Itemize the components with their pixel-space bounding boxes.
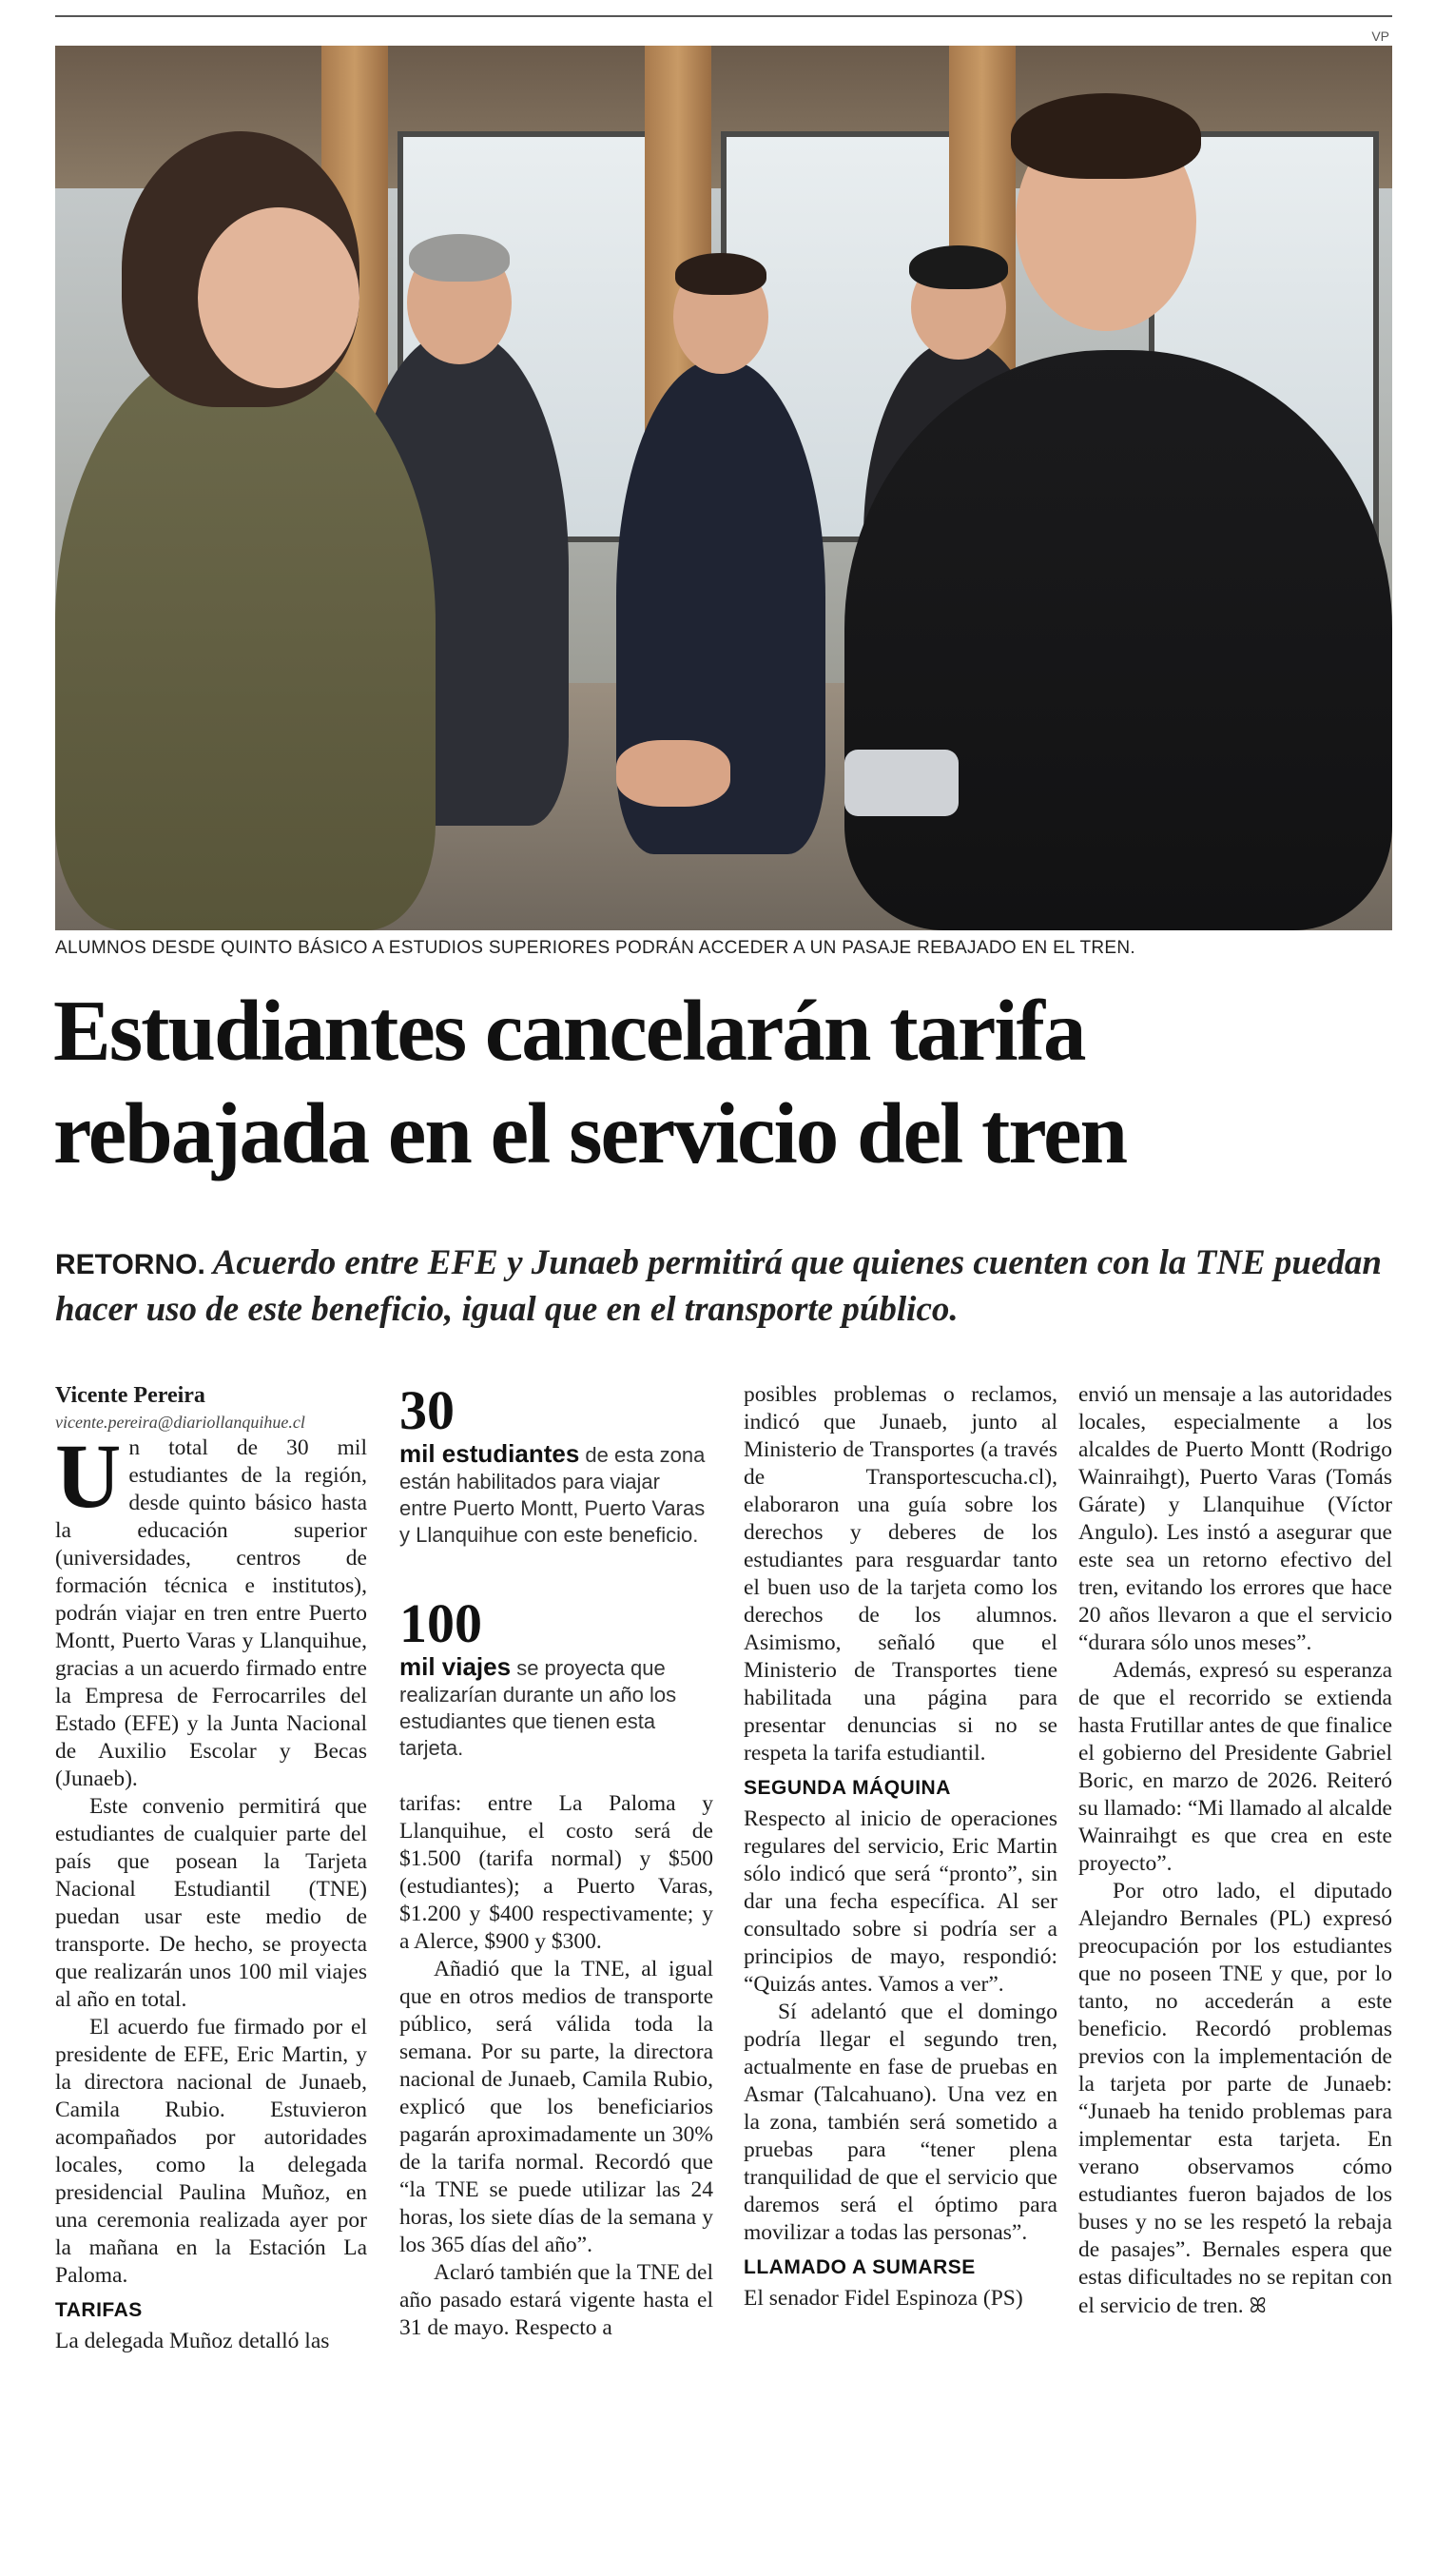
column-1 [55,1381,367,2355]
paragraph: posibles problemas o reclamos, indicó que Junaeb, junto al Ministerio de Transportes (a través de Transportescucha.cl), elaboraron una guía sobre los derechos y deberes de los estudiantes para resguardar tanto el buen uso de la tarjeta como los derechos de los alumnos. Asimismo, señaló que el Ministerio de Transportes tiene habilitada una página para presentar denuncias si no se respeta la tarifa estudiantil. [744,1382,1057,1766]
byline-email: vicente.pereira@diariollanquihue.cl [55,1413,305,1432]
paragraph: tarifas: entre La Paloma y Llanquihue, el costo será de $1.500 (tarifa normal) y $500 (estudiantes); a Puerto Varas, $1.200 y $400 respectivamente; y a Alerce, $900 y $300. [399,1791,713,1954]
paragraph [1078,1878,1392,2320]
fact-bold-1: mil estudiantes [399,1439,580,1468]
lead-text: Acuerdo entre EFE y Junaeb permitirá que quienes cuenten con la TNE puedan hacer uso de este beneficio, igual que en el transporte público. [55,1243,1382,1329]
headline: Estudiantes cancelarán tarifa rebajada en el servicio del tren [53,983,1127,1181]
lead [55,1240,1396,1332]
end-mark-icon: ꕤ [1249,2293,1267,2317]
paragraph [55,1425,367,1793]
fact-text-1 [399,1440,713,1549]
top-rule [55,15,1392,17]
fact-bold-2: mil viajes [399,1652,512,1681]
byline-name: Vicente Pereira [55,1383,205,1408]
column-4 [1078,1381,1392,2320]
paragraph: Además, expresó su esperanza de que el recorrido se extienda hasta Frutillar antes de que finalice el gobierno del Presidente Gabriel Boric, en marzo de 2026. Reiteró su llamado: “Mi llamado al alcalde Wainraihgt es que crea en este proyecto”. [1078,1658,1392,1876]
paragraph: El acuerdo fue firmado por el presidente de EFE, Eric Martin, y la directora nacional de Junaeb, Camila Rubio. Estuvieron acompañados por autoridades locales, como la delegada presidencial Paulina Muñoz, en una ceremonia realizada ayer por la mañana en la Estación La Paloma. [55,2015,367,2288]
lead-kicker: RETORNO. [55,1249,205,1280]
photo-caption: ALUMNOS DESDE QUINTO BÁSICO A ESTUDIOS SUPERIORES PODRÁN ACCEDER A UN PASAJE REBAJADO EN EL TREN. [55,938,1135,958]
fact-number-2: 100 [399,1592,482,1654]
paragraph: La delegada Muñoz detalló las [55,2329,330,2353]
paragraph: Este convenio permitirá que estudiantes de cualquier parte del país que posean la Tarjeta Nacional Estudiantil (TNE) puedan usar este medio de transporte. De hecho, se proyecta que realizarán unos 100 mil viajes al año en total. [55,1794,367,2012]
paragraph: envió un mensaje a las autoridades locales, especialmente a los alcaldes de Puerto Montt (Rodrigo Wainraihgt), Puerto Varas (Tomás Gárate) y Llanquihue (Víctor Angulo). Les instó a asegurar que este sea un retorno efectivo del tren, evitando los errores que hace 20 años llevaron a que el servicio “durara sólo unos meses”. [1078,1382,1392,1655]
column-2 [399,1381,713,2342]
dropcap: U [55,1425,122,1527]
fact-text-2 [399,1653,713,1762]
page-initials: VP [1371,29,1389,44]
paragraph: Añadió que la TNE, al igual que en otros medios de transporte público, será válida toda la semana. Por su parte, la directora nacional de Junaeb, Camila Rubio, explicó que los beneficiarios pagarán aproximadamente un 30% de la tarifa normal. Recordó que “la TNE se puede utilizar las 24 horas, los siete días de la semana y los 365 días del año”. [399,1957,713,2257]
subhead-tarifas: TARIFAS [55,2299,143,2321]
subhead-segunda-maquina: SEGUNDA MÁQUINA [744,1777,951,1799]
paragraph: El senador Fidel Espinoza (PS) [744,2286,1023,2311]
fact-desc-2: se proyecta que realizarían durante un año los estudiantes que tienen esta tarjeta. [399,1656,677,1760]
news-photo [55,46,1392,930]
subhead-llamado: LLAMADO A SUMARSE [744,2256,976,2278]
fact-desc-1: de esta zona están habilitados para viajar entre Puerto Montt, Puerto Varas y Llanquihue con este beneficio. [399,1443,706,1547]
column-3 [744,1381,1057,2313]
paragraph: Sí adelantó que el domingo podría llegar el segundo tren, actualmente en fase de pruebas en Asmar (Talcahuano). Una vez en la zona, también será sometido a pruebas para “tener plena tranquilidad de que el servicio que daremos será el óptimo para movilizar a todas las personas”. [744,2000,1057,2245]
paragraph: Aclaró también que la TNE del año pasado estará vigente hasta el 31 de mayo. Respecto a [399,2260,713,2340]
paragraph-text: Por otro lado, el diputado Alejandro Bernales (PL) expresó preocupación por los estudiantes que no poseen TNE y que, por lo tanto, no accederán a este beneficio. Recordó problemas previos con la implementación de la tarjeta por parte de Junaeb: “Junaeb ha tenido problemas para implementar esta tarjeta. En verano observamos cómo estudiantes fueron bajados de los buses y no se les respetó la rebaja de pasajes”. Bernales espera que estas dificultades no se repitan con el servicio de tren. [1078,1879,1392,2318]
paragraph-text: n total de 30 mil estudiantes de la región, desde quinto básico hasta la educación superior (universidades, centros de formación técnica e institutos), podrán viajar en tren entre Puerto Montt, Puerto Varas y Llanquihue, gracias a un acuerdo firmado entre la Empresa de Ferrocarriles del Estado (EFE) y la Junta Nacional de Auxilio Escolar y Becas (Junaeb). [55,1435,367,1791]
paragraph: Respecto al inicio de operaciones regulares del servicio, Eric Martin sólo indicó que será “pronto”, sin dar una fecha específica. Al ser consultado sobre si podría ser a principios de mayo, respondió: “Quizás antes. Vamos a ver”. [744,1806,1057,1997]
fact-number-1: 30 [399,1379,455,1441]
